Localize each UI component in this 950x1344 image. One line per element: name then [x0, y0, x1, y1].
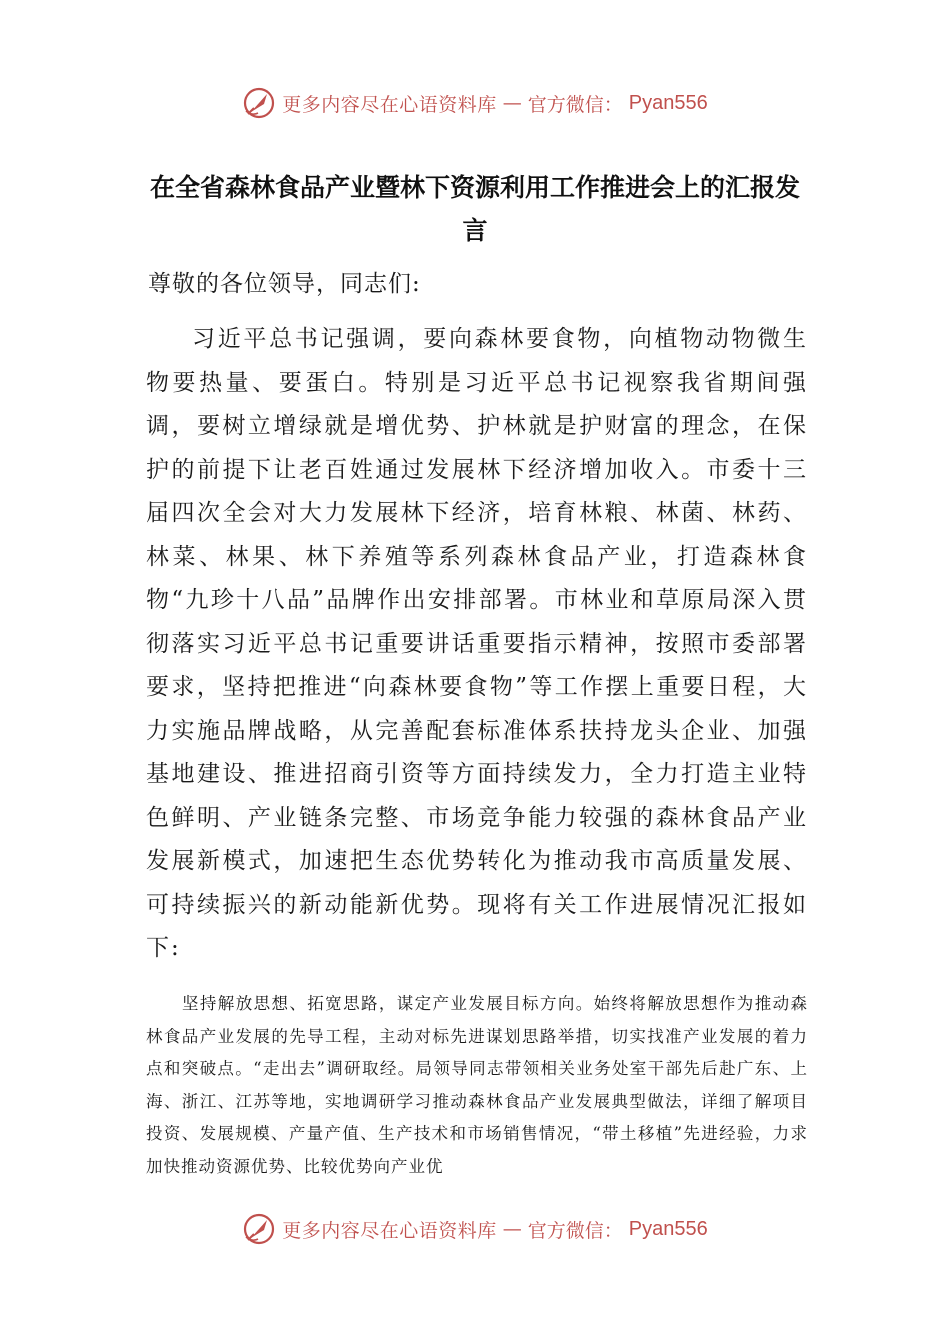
banner-wechat-label: 官方微信：	[527, 93, 623, 116]
quill-pen-logo-icon	[242, 86, 276, 120]
banner-main-text: 更多内容尽在心语资料库	[282, 1219, 497, 1242]
body-paragraph-1: 习近平总书记强调，要向森林要食物，向植物动物微生物要热量、要蛋白。特别是习近平总书记视察我省期间强调，要树立增绿就是增优势、护林就是护财富的理念，在保护的前提下让老百姓通过发展林下经济增加收入。市委十三届四次全会对大力发展林下经济，培育林粮、林菌、林药、林菜、林果、林下养殖等系列森林食品产业，打造森林食物“九珍十八品”品牌作出安排部署。市林业和草原局深入贯彻落实习近平总书记重要讲话重要指示精神，按照市委部署要求，坚持把推进“向森林要食物”等工作摆上重要日程，大力实施品牌战略，从完善配套标准体系扶持龙头企业、加强基地建设、推进招商引资等方面持续发力，全力打造主业特色鲜明、产业链条完整、市场竞争能力较强的森林食品产业发展新模式，加速把生态优势转化为推动我市高质量发展、可持续振兴的新动能新优势。现将有关工作进展情况汇报如下:	[146, 326, 808, 961]
body-paragraph-2: 坚持解放思想、拓宽思路，谋定产业发展目标方向。始终将解放思想作为推动森林食品产业发展的先导工程，主动对标先进谋划思路举措，切实找准产业发展的着力点和突破点。“走出去”调研取经。局领导同志带领相关业务处室干部先后赴广东、上海、浙江、江苏等地，实地调研学习推动森林食品产业发展典型做法，详细了解项目投资、发展规模、产量产值、生产技术和市场销售情况，“带土移植”先进经验，力求加快推动资源优势、比较优势向产业优	[146, 994, 808, 1176]
document-title: 在全省森林食品产业暨林下资源利用工作推进会上的汇报发言	[149, 173, 800, 245]
banner-wechat-label: 官方微信：	[527, 1219, 623, 1242]
salutation: 尊敬的各位领导，同志们:	[148, 271, 421, 297]
banner-wechat-id: Pyan556	[628, 1217, 708, 1240]
banner-separator: —	[502, 1218, 522, 1240]
quill-pen-logo-icon	[242, 1212, 276, 1246]
banner-main-text: 更多内容尽在心语资料库	[282, 93, 497, 116]
banner-wechat-id: Pyan556	[628, 91, 708, 114]
footer-banner	[0, 1209, 950, 1249]
banner-separator: —	[502, 92, 522, 114]
header-banner	[0, 83, 950, 123]
